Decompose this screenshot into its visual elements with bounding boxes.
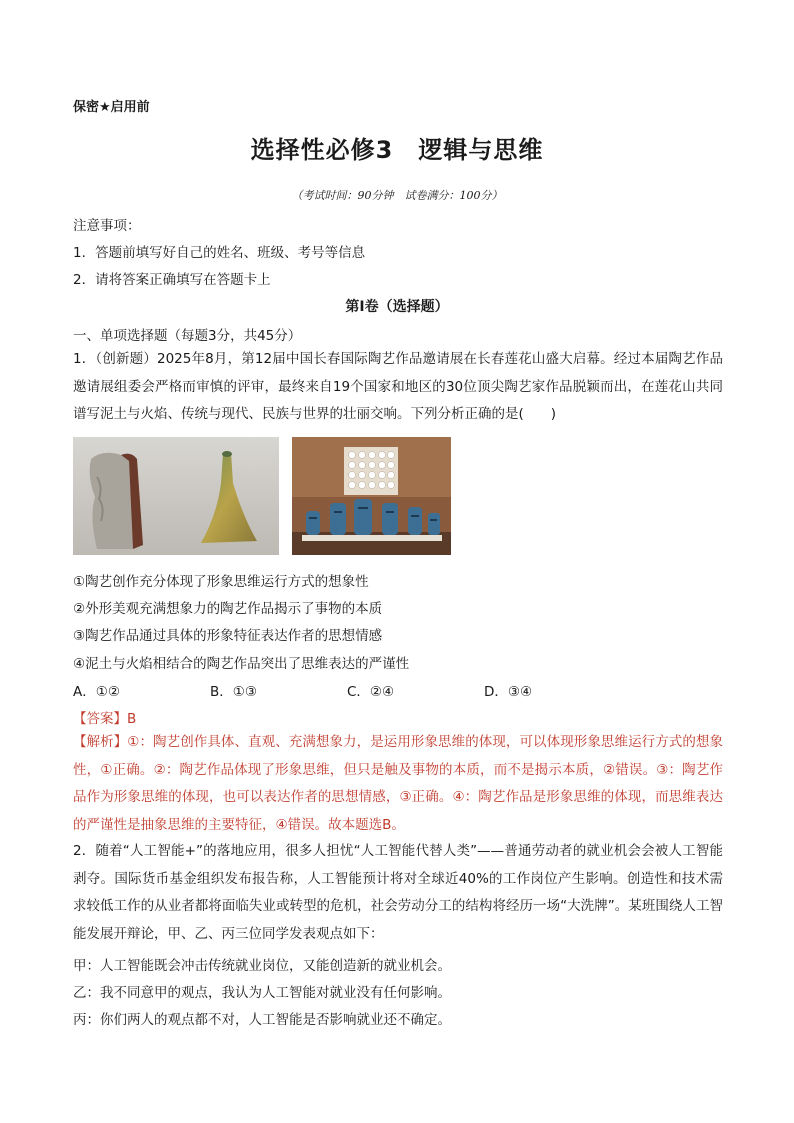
ceramic-sculpture-image [73,437,279,555]
section-title: 第Ⅰ卷（选择题） [345,299,449,315]
statement-3: ③陶艺作品通过具体的形象特征表达作者的思想情感 [73,628,383,644]
part-heading: 一、单项选择题（每题3分，共45分） [73,328,302,344]
view-yi: 乙：我不同意甲的观点，我认为人工智能对就业没有任何影响。 [73,985,451,1001]
notice-item-2: 2．请将答案正确填写在答题卡上 [73,272,271,288]
page-title: 选择性必修3 逻辑与思维 [250,136,544,164]
statement-2: ②外形美观充满想象力的陶艺作品揭示了事物的本质 [73,601,383,617]
view-jia: 甲：人工智能既会冲击传统就业岗位，又能创造新的就业机会。 [73,958,451,974]
option-a[interactable]: A．①② [73,684,120,700]
exam-info: （考试时间：90分钟 试卷满分：100分） [291,189,503,202]
notice-item-1: 1．答题前填写好自己的姓名、班级、考号等信息 [73,245,366,261]
analysis-text: ①：陶艺创作具体、直观、充满想象力，是运用形象思维的体现，可以体现形象思维运行方式的想象性，①正确。②：陶艺作品体现了形象思维，但只是触及事物的本质，而不是揭示本质，②错误。③：陶艺作品作为形象思维的体现，也可以表达作者的思想情感，③正确。④：陶艺作品是形象思维的体现，而思维表达的严谨性是抽象思维的主要特征，④错误。故本题选B。 [73,734,724,833]
analysis-block [73,729,723,839]
question-1-stem: 1．（创新题）2025年8月，第12届中国长春国际陶艺作品邀请展在长春莲花山盛大启幕。经过本届陶艺作品邀请展组委会严格而审慎的评审，最终来自19个国家和地区的30位顶尖陶艺家作品脱颖而出，在莲花山共同谱写泥土与火焰、传统与现代、民族与世界的壮丽交响。下列分析正确的是( ) [73,351,723,422]
option-c[interactable]: C．②④ [347,684,395,700]
answer-label: 【答案】B [73,711,137,727]
view-bing: 丙：你们两人的观点都不对，人工智能是否影响就业还不确定。 [73,1012,451,1028]
statement-1: ①陶艺创作充分体现了形象思维运行方式的想象性 [73,574,369,590]
question-2-stem: 2．随着“人工智能+”的落地应用，很多人担忧“人工智能代替人类”——普通劳动者的就业机会会被人工智能剥夺。国际货币基金组织发布报告称，人工智能预计将对全球近40%的工作岗位产生影响。创造性和技术需求较低工作的从业者都将面临失业或转型的危机，社会劳动分工的结构将经历一场“大洗牌”。某班围绕人工智能发展开辩论，甲、乙、丙三位同学发表观点如下： [73,843,723,942]
analysis-label: 【解析】 [73,734,128,750]
option-b[interactable]: B．①③ [210,684,257,700]
exhibition-photo-image [292,437,451,555]
notice-heading: 注意事项： [73,218,141,234]
statement-4: ④泥土与火焰相结合的陶艺作品突出了思维表达的严谨性 [73,656,410,672]
secret-label: 保密★启用前 [73,100,150,115]
option-d[interactable]: D．③④ [484,684,533,700]
